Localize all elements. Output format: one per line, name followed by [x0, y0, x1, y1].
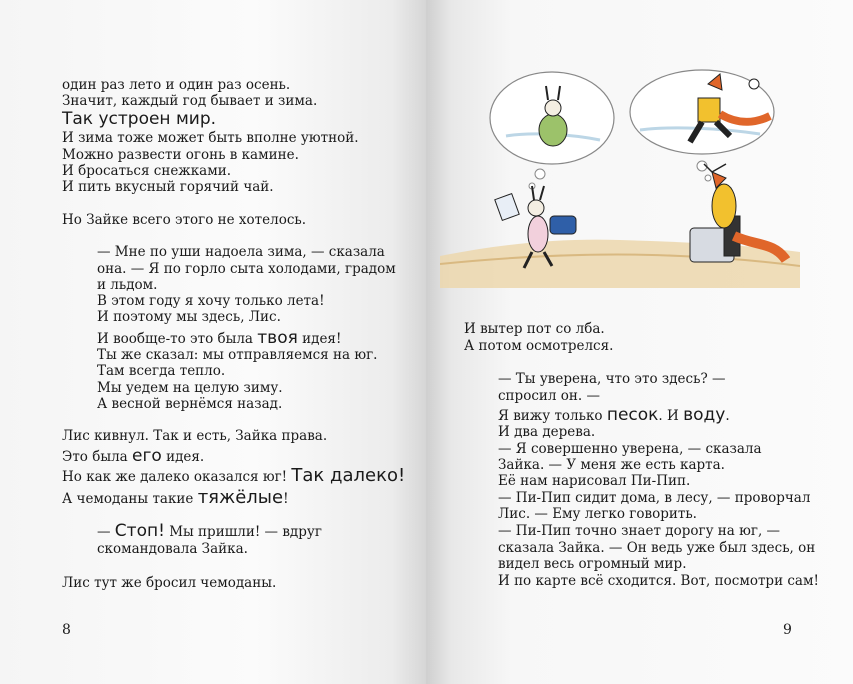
emphasized-word: тяжёлые [197, 487, 284, 508]
sand-ground [440, 240, 800, 288]
emphasized-word: Так далеко! [291, 465, 406, 486]
text-run: В этом году я хочу только лета! [97, 293, 325, 309]
text-run: Зайка. — У меня же есть карта. [498, 457, 725, 473]
text-run: — Я совершенно уверена, — сказала [498, 441, 762, 457]
text-run: Но как же далеко оказался юг! [62, 469, 292, 485]
text-run: скомандовала Зайка. [97, 541, 248, 557]
left-text-line [97, 396, 282, 412]
emphasized-word: Так устроен мир. [62, 109, 217, 129]
text-run: . [725, 408, 730, 424]
text-run: Там всегда тепло. [97, 363, 226, 379]
fox [712, 184, 736, 228]
text-run: А потом осмотрелся. [464, 338, 614, 354]
text-run: Но Зайке всего этого не хотелось. [62, 212, 307, 228]
left-text-line [97, 541, 248, 557]
right-text-line [498, 441, 762, 457]
right-text-line [498, 490, 810, 506]
right-text-line [498, 556, 687, 572]
right-text-line [498, 573, 819, 589]
text-run: А весной вернёмся назад. [97, 396, 283, 412]
text-run: И вытер пот со лба. [464, 321, 605, 337]
text-run: Можно развести огонь в камине. [62, 147, 299, 163]
text-run: И вообще-то это была [97, 331, 258, 347]
left-text-line [62, 93, 317, 109]
left-text-line [97, 523, 322, 540]
illustration-fox-hare-beach [440, 66, 800, 288]
text-run: Ты же сказал: мы отправляемся на юг. [97, 347, 378, 363]
left-text-line [97, 347, 377, 363]
text-run: — Мне по уши надоела зима, — сказала [97, 244, 385, 260]
right-text-line [498, 424, 595, 440]
left-text-line [62, 147, 299, 163]
left-text-line [62, 465, 406, 486]
text-run: она. — Я по горло сыта холодами, градом [97, 261, 396, 277]
emphasized-word: воду [683, 405, 726, 425]
text-run: Лис. — Ему легко говорить. [498, 506, 697, 522]
right-text-line [464, 338, 613, 354]
left-text-line [97, 277, 157, 293]
right-text-line [498, 523, 780, 539]
text-run: И поэтому мы здесь, Лис. [97, 309, 281, 325]
text-run: видел весь огромный мир. [498, 556, 687, 572]
text-run: ! [283, 491, 289, 507]
right-text-line [498, 473, 690, 489]
page-number-left: 8 [62, 622, 71, 638]
right-text-line [464, 321, 605, 337]
left-text-line [97, 363, 225, 379]
text-run: И пить вкусный горячий чай. [62, 179, 274, 195]
text-run: Мы уедем на целую зиму. [97, 380, 283, 396]
left-text-line [62, 163, 231, 179]
left-text-line [97, 244, 385, 260]
left-text-line [62, 179, 274, 195]
text-run: — [97, 524, 115, 540]
text-run: Значит, каждый год бывает и зима. [62, 93, 318, 109]
left-text-line [62, 111, 216, 128]
right-text-line [498, 371, 726, 387]
left-text-line [62, 575, 276, 591]
text-run: Лис тут же бросил чемоданы. [62, 575, 277, 591]
text-run: спросил он. — [498, 388, 600, 404]
text-run: и льдом. [97, 277, 158, 293]
text-run: сказала Зайка. — Он ведь уже был здесь, он [498, 540, 816, 556]
right-text-line [498, 407, 730, 424]
right-text-line [498, 388, 600, 404]
left-text-line [62, 428, 327, 444]
left-text-line [97, 293, 325, 309]
blue-bag [550, 216, 576, 234]
left-text-line [62, 130, 359, 146]
left-text-line [62, 487, 289, 508]
right-text-line [498, 457, 725, 473]
left-text-line [97, 261, 396, 277]
left-text-line [62, 77, 290, 93]
emphasized-word: твоя [257, 328, 298, 348]
emphasized-word: песок [606, 405, 659, 425]
left-text-line [97, 330, 341, 347]
text-run: — Ты уверена, что это здесь? — [498, 371, 726, 387]
text-run: один раз лето и один раз осень. [62, 77, 291, 93]
text-run: — Пи-Пип точно знает дорогу на юг, — [498, 523, 781, 539]
text-run: И по карте всё сходится. Вот, посмотри сам! [498, 573, 819, 589]
text-run: идея! [297, 331, 342, 347]
right-text-line [498, 540, 815, 556]
emphasized-word: его [132, 446, 162, 466]
right-text-line [498, 506, 697, 522]
text-run: Её нам нарисовал Пи-Пип. [498, 473, 691, 489]
text-run: . И [658, 408, 684, 424]
text-run: И зима тоже может быть вполне уютной. [62, 130, 359, 146]
text-run: И бросаться снежками. [62, 163, 232, 179]
left-page [0, 0, 426, 684]
text-run: И два дерева. [498, 424, 596, 440]
page-number-right: 9 [783, 622, 792, 638]
text-run: Это была [62, 449, 133, 465]
left-text-line [97, 380, 283, 396]
text-run: идея. [161, 449, 205, 465]
hare [528, 216, 548, 252]
text-run: Лис кивнул. Так и есть, Зайка права. [62, 428, 328, 444]
text-run: — Пи-Пип сидит дома, в лесу, — проворчал [498, 490, 811, 506]
left-text-line [62, 212, 306, 228]
text-run: Я вижу только [498, 408, 607, 424]
left-text-line [97, 309, 281, 325]
text-run: Мы пришли! — вдруг [164, 524, 322, 540]
emphasized-word: Стоп! [114, 521, 165, 541]
text-run: А чемоданы такие [62, 491, 198, 507]
left-text-line [62, 448, 204, 465]
